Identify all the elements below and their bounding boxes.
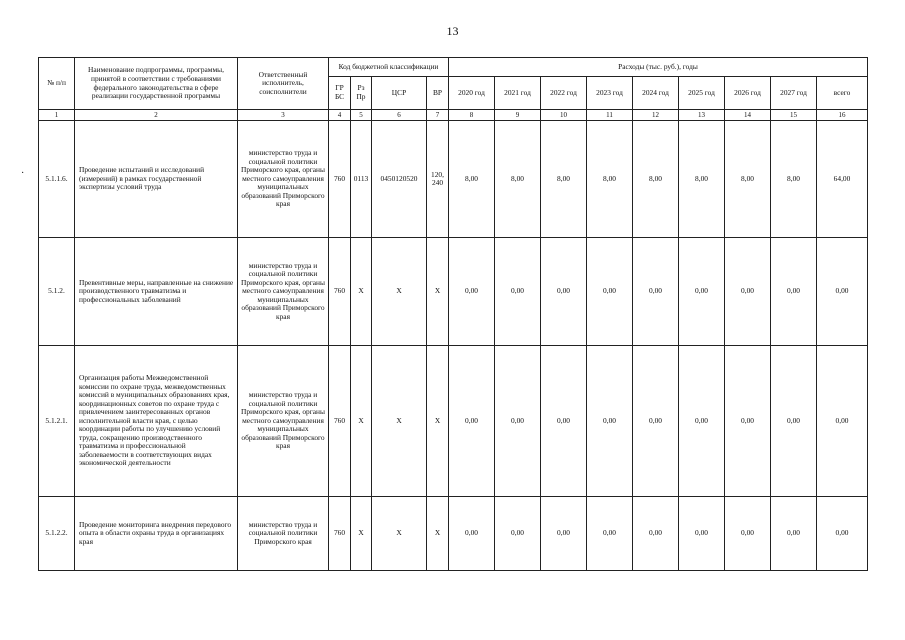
column-number-row [39,110,868,121]
row-grbs: 760 [329,346,351,497]
header-vr: ВР [427,77,449,110]
column-number: 5 [351,110,372,121]
row-rzpr: Х [351,346,372,497]
row-value: 0,00 [495,497,541,571]
column-number: 8 [449,110,495,121]
header-year: 2020 год [449,77,495,110]
header-year: 2024 год [633,77,679,110]
column-number: 11 [587,110,633,121]
row-number: 5.1.2. [39,238,75,346]
row-value: 0,00 [449,497,495,571]
row-value: 8,00 [541,121,587,238]
row-total: 64,00 [817,121,868,238]
row-name: Проведение мониторинга внедрения передового опыта в области охраны труда в организациях края [75,497,238,571]
row-executor: министерство труда и социальной политики Приморского края, органы местного самоуправления муниципальных образований Приморского края [238,346,329,497]
row-value: 0,00 [587,346,633,497]
row-csr: Х [372,497,427,571]
row-total: 0,00 [817,497,868,571]
row-rzpr: Х [351,238,372,346]
row-grbs: 760 [329,238,351,346]
header-csr: ЦСР [372,77,427,110]
row-value: 8,00 [633,121,679,238]
row-vr: Х [427,497,449,571]
row-value: 0,00 [541,346,587,497]
row-value: 0,00 [725,497,771,571]
column-number: 10 [541,110,587,121]
row-grbs: 760 [329,497,351,571]
row-value: 0,00 [587,238,633,346]
row-value: 0,00 [541,238,587,346]
margin-dot: · [21,168,25,179]
row-value: 0,00 [587,497,633,571]
row-name: Превентивные меры, направленные на снижение производственного травматизма и профессиональных заболеваний [75,238,238,346]
row-value: 0,00 [449,238,495,346]
row-value: 0,00 [725,346,771,497]
header-year: 2022 год [541,77,587,110]
row-total: 0,00 [817,238,868,346]
column-number: 12 [633,110,679,121]
row-number: 5.1.1.6. [39,121,75,238]
header-rzpr: Рз Пр [351,77,372,110]
column-number: 2 [75,110,238,121]
header-grbs: ГР БС [329,77,351,110]
row-value: 8,00 [771,121,817,238]
column-number: 9 [495,110,541,121]
column-number: 16 [817,110,868,121]
row-vr: 120, 240 [427,121,449,238]
row-executor: министерство труда и социальной политики Приморского края, органы местного самоуправления муниципальных образований Приморского края [238,121,329,238]
row-value: 8,00 [679,121,725,238]
table-row [39,497,868,571]
header-expenses: Расходы (тыс. руб.), годы [449,58,868,77]
row-value: 0,00 [633,346,679,497]
row-value: 0,00 [633,238,679,346]
row-csr: 0450120520 [372,121,427,238]
column-number: 6 [372,110,427,121]
row-number: 5.1.2.1. [39,346,75,497]
column-number: 14 [725,110,771,121]
budget-table [38,57,868,571]
column-number: 3 [238,110,329,121]
column-number: 15 [771,110,817,121]
row-value: 8,00 [449,121,495,238]
row-number: 5.1.2.2. [39,497,75,571]
row-value: 0,00 [679,497,725,571]
row-vr: Х [427,346,449,497]
row-vr: Х [427,238,449,346]
row-value: 0,00 [771,497,817,571]
header-year: 2027 год [771,77,817,110]
column-number: 1 [39,110,75,121]
row-rzpr: Х [351,497,372,571]
row-rzpr: 0113 [351,121,372,238]
row-value: 0,00 [541,497,587,571]
row-value: 8,00 [587,121,633,238]
header-year: 2025 год [679,77,725,110]
row-csr: Х [372,238,427,346]
header-year: 2026 год [725,77,771,110]
header-year: 2021 год [495,77,541,110]
table-row [39,238,868,346]
row-value: 0,00 [725,238,771,346]
page-number: 13 [446,24,459,38]
row-value: 0,00 [771,238,817,346]
column-number: 7 [427,110,449,121]
row-value: 8,00 [495,121,541,238]
row-value: 0,00 [495,346,541,497]
row-value: 0,00 [633,497,679,571]
table-row [39,346,868,497]
row-name: Организация работы Межведомственной комиссии по охране труда, межведомственных комиссий в муниципальных образованиях края, координационных советов по охране труда с привлечением заинтересованных органов исполнительной власти края, с целью координации работы по улучшению условий труда, сокращению производственного травматизма и профессиональной заболеваемости в соответствующих видах экономической деятельности [75,346,238,497]
row-value: 0,00 [495,238,541,346]
row-value: 0,00 [449,346,495,497]
column-number: 4 [329,110,351,121]
row-value: 8,00 [725,121,771,238]
row-executor: министерство труда и социальной политики Приморского края, органы местного самоуправления муниципальных образований Приморского края [238,238,329,346]
header-no: № п/п [39,58,75,110]
header-year: 2023 год [587,77,633,110]
row-executor: министерство труда и социальной политики Приморского края [238,497,329,571]
row-value: 0,00 [771,346,817,497]
header-budget-code: Код бюджетной классификации [329,58,449,77]
row-name: Проведение испытаний и исследований (измерений) в рамках государственной экспертизы условий труда [75,121,238,238]
header-total: всего [817,77,868,110]
row-total: 0,00 [817,346,868,497]
header-name: Наименование подпрограммы, программы, принятой в соответствии с требованиями федерального законодательства в сфере реализации государственной программы [75,58,238,110]
header-executor: Ответственный исполнитель, соисполнители [238,58,329,110]
column-number: 13 [679,110,725,121]
row-csr: Х [372,346,427,497]
table-row [39,121,868,238]
row-grbs: 760 [329,121,351,238]
row-value: 0,00 [679,346,725,497]
row-value: 0,00 [679,238,725,346]
